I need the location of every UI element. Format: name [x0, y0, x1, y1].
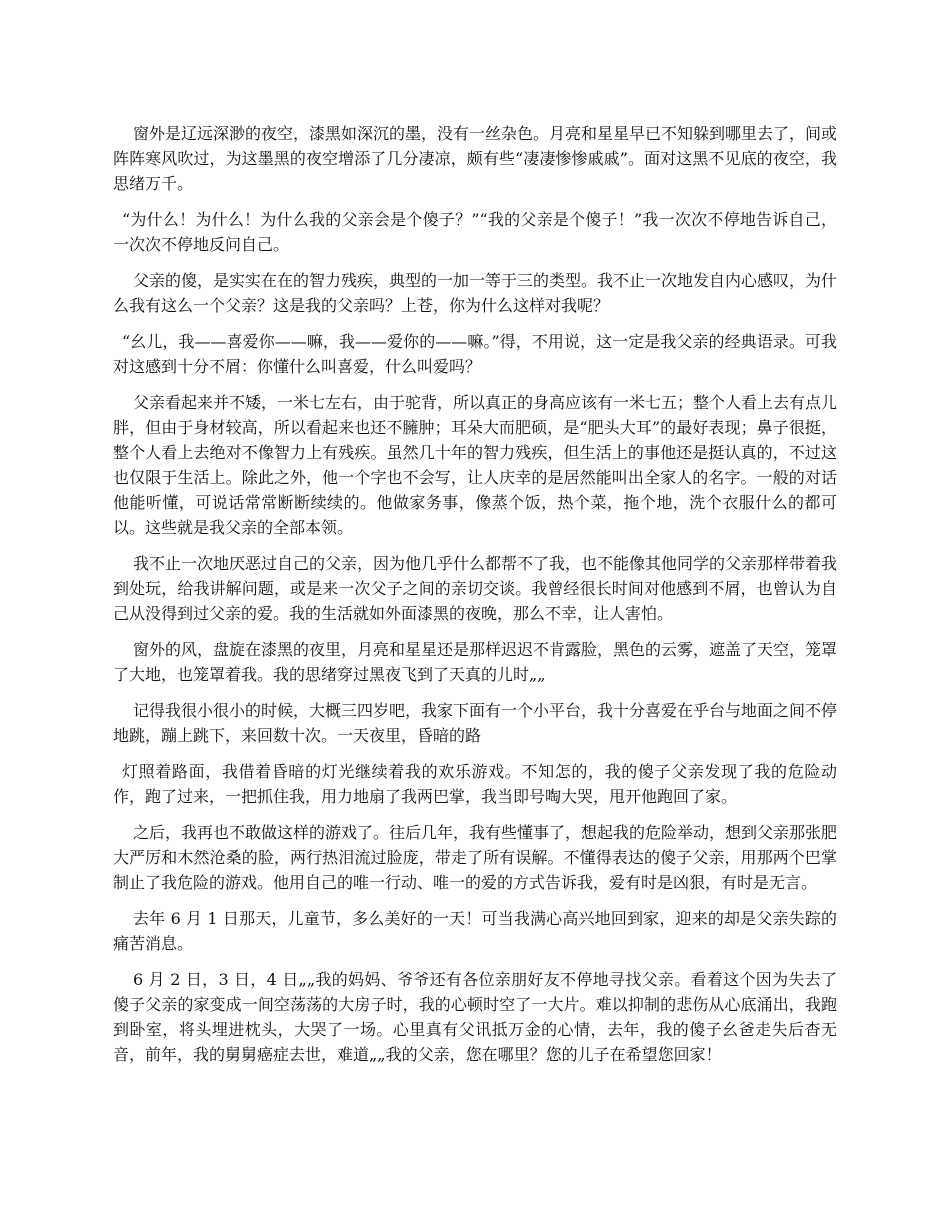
paragraph-7: 窗外的风，盘旋在漆黑的夜里，月亮和星星还是那样迟迟不肯露脸，黑色的云雾，遮盖了天空，笼罩了大地，也笼罩着我。我的思绪穿过黑夜飞到了天真的儿时„„	[113, 640, 838, 684]
document-page	[113, 121, 837, 1078]
paragraph-10: 之后，我再也不敢做这样的游戏了。往后几年，我有些懂事了，想起我的危险举动，想到父亲那张肥大严厉和木然沧桑的脸，两行热泪流过脸庞，带走了所有误解。不懂得表达的傻子父亲，用那两个巴掌制止了我危险的游戏。他用自己的唯一行动、唯一的爱的方式告诉我，爱有时是凶狠，有时是无言。	[113, 823, 838, 892]
paragraph-1: 窗外是辽远深渺的夜空，漆黑如深沉的墨，没有一丝杂色。月亮和星星早已不知躲到哪里去了，间或阵阵寒风吹过，为这墨黑的夜空增添了几分凄凉，颇有些“凄凄惨惨戚戚”。面对这黑不见底的夜空，我思绪万千。	[113, 124, 838, 193]
paragraph-8: 记得我很小很小的时候，大概三四岁吧，我家下面有一个小平台，我十分喜爱在乎台与地面之间不停地跳，蹦上跳下，来回数十次。一天夜里，昏暗的路	[113, 701, 838, 745]
paragraph-5: 父亲看起来并不矮，一米七左右，由于驼背，所以真正的身高应该有一米七五；整个人看上去有点儿胖，但由于身材较高，所以看起来也还不臃肿；耳朵大而肥硕，是“肥头大耳”的最好表现；鼻子很挺，整个人看上去绝对不像智力上有残疾。虽然几十年的智力残疾，但生活上的事他还是挺认真的，不过这也仅限于生活上。除此之外，他一个字也不会写，让人庆幸的是居然能叫出全家人的名字。一般的对话他能听懂，可说话常常断断续续的。他做家务事，像蒸个饭，热个菜，拖个地，洗个衣服什么的都可以。这些就是我父亲的全部本领。	[113, 393, 838, 537]
paragraph-9: 灯照着路面，我借着昏暗的灯光继续着我的欢乐游戏。不知怎的，我的傻子父亲发现了我的危险动作，跑了过来，一把抓住我，用力地扇了我两巴掌，我当即号啕大哭，甩开他跑回了家。	[113, 762, 837, 806]
paragraph-12: 6 月 2 日，3 日，4 日„„我的妈妈、爷爷还有各位亲朋好友不停地寻找父亲。看着这个因为失去了傻子父亲的家变成一间空荡荡的大房子时，我的心顿时空了一大片。难以抑制的悲伤从心底涌出，我跑到卧室，将头埋进枕头，大哭了一场。心里真有父讯抵万金的心情，去年，我的傻子幺爸走失后杳无音，前年，我的舅舅癌症去世，难道„„我的父亲，您在哪里？您的儿子在希望您回家！	[113, 970, 837, 1064]
paragraph-4: “幺儿，我——喜爱你——嘛，我——爱你的——嘛。”得，不用说，这一定是我父亲的经典语录。可我对这感到十分不屑：你懂什么叫喜爱，什么叫爱吗？	[113, 332, 837, 376]
paragraph-6: 我不止一次地厌恶过自己的父亲，因为他几乎什么都帮不了我，也不能像其他同学的父亲那样带着我到处玩，给我讲解问题，或是来一次父子之间的亲切交谈。我曾经很长时间对他感到不屑，也曾认为自己从没得到过父亲的爱。我的生活就如外面漆黑的夜晚，那么不幸，让人害怕。	[113, 554, 838, 623]
paragraph-11: 去年 6 月 1 日那天，儿童节，多么美好的一天！可当我满心高兴地回到家，迎来的却是父亲失踪的痛苦消息。	[113, 909, 837, 953]
paragraph-2: “为什么！为什么！为什么我的父亲会是个傻子？”“我的父亲是个傻子！”我一次次不停地告诉自己，一次次不停地反问自己。	[113, 210, 837, 254]
paragraph-3: 父亲的傻，是实实在在的智力残疾，典型的一加一等于三的类型。我不止一次地发自内心感叹，为什么我有这么一个父亲？这是我的父亲吗？上苍，你为什么这样对我呢？	[113, 271, 838, 315]
